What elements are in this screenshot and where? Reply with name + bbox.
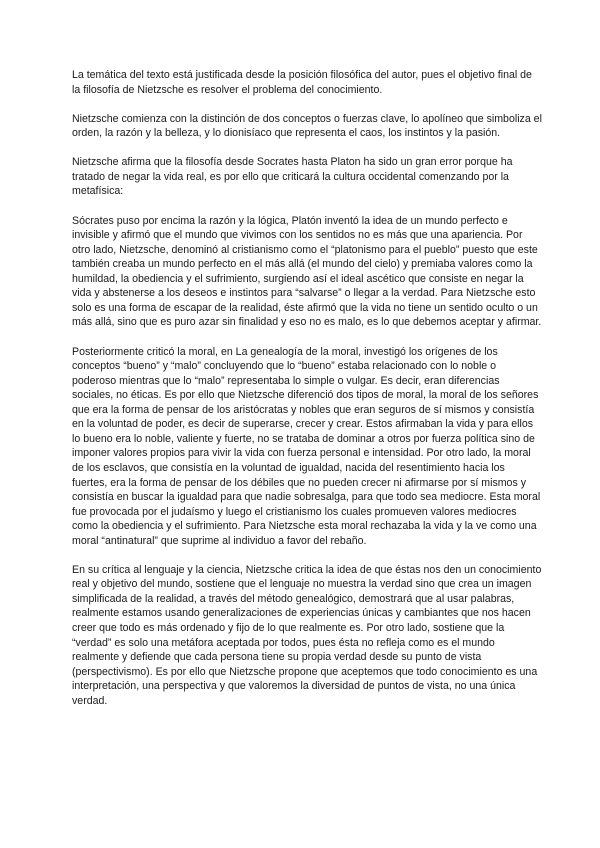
document-page — [72, 68, 542, 723]
paragraph-critica-filosofia: Nietzsche afirma que la filosofía desde Socrates hasta Platon ha sido un gran error porque ha tratado de negar la vida real, es por ello que criticará la cultura occidental comenzando por la metafísica: — [72, 156, 513, 198]
paragraph-metafisica: Sócrates puso por encima la razón y la lógica, Platón inventó la idea de un mundo perfecto e invisible y afirmó que el mundo que vivimos con los sentidos no es más que una apariencia. Por otro lado, Nietzsche, denominó al cristianismo como el “platonismo para el pueblo” puesto que este también creaba un mundo perfecto en el más allá (el mundo del cielo) y premiaba valores como la humildad, la obediencia y el sufrimiento, surgiendo así el ideal ascético que consiste en negar la vida y abstenerse a los deseos e instintos para “salvarse” o llegar a la verdad. Para Nietzsche esto solo es una forma de escapar de la realidad, éste afirmó que la vida no tiene un sentido oculto o un más allá, sino que es puro azar sin finalidad y eso no es malo, es lo que debemos aceptar y afirmar. — [72, 214, 542, 329]
paragraph-lenguaje-ciencia: En su crítica al lenguaje y la ciencia, Nietzsche critica la idea de que éstas nos den un conocimiento real y objetivo del mundo, sostiene que el lenguaje no muestra la verdad sino que crea un imagen simplificada de la realidad, a través del método genealógico, demostrará que al usar palabras, realmente estamos usando generalizaciones de experiencias únicas y cambiantes que nos hacen creer que todo es más ordenado y fijo de lo que realmente es. Por otro lado, sostiene que la “verdad” es solo una metáfora aceptada por todos, pues ésta no refleja como es el mundo realmente y defiende que cada persona tiene su propia verdad desde su punto de vista (perspectivismo). Es por ello que Nietzsche propone que aceptemos que todo conocimiento es una interpretación, una perspectiva y que valoremos la diversidad de puntos de vista, no una única verdad. — [72, 563, 542, 707]
paragraph-apolineo-dionisiaco: Nietzsche comienza con la distinción de dos conceptos o fuerzas clave, lo apolíneo que simboliza el orden, la razón y la belleza, y lo dionisíaco que representa el caos, los instintos y la pasión. — [72, 112, 542, 140]
paragraph-moral: Posteriormente criticó la moral, en La genealogía de la moral, investigó los orígenes de los conceptos “bueno” y “malo” concluyendo que lo “bueno” estaba relacionado con lo noble o poderoso mientras que lo “malo” representaba lo simple o vulgar. Es decir, eran diferencias sociales, no éticas. Es por ello que Nietzsche diferenció dos tipos de moral, la moral de los señores que era la forma de pensar de los aristócratas y nobles que eran seguros de sí mismos y consistía en la voluntad de poder, es decir de superarse, crecer y crear. Estos afirmaban la vida y para ellos lo bueno era lo noble, valiente y fuerte, no se trataba de dominar a otros por fuerza política sino de imponer valores propios para vivir la vida con fuerza personal e intensidad. Por otro lado, la moral de los esclavos, que consistía en la voluntad de igualdad, nacida del resentimiento hacia los fuertes, era la forma de pensar de los débiles que no pueden crecer ni afirmarse por sí mismos y consistía en buscar la igualdad para que nadie sobresalga, para que todo sea mediocre. Esta moral fue provocada por el judaísmo y luego el cristianismo los cuales promueven valores mediocres como la obediencia y el sufrimiento. Para Nietzsche esta moral rechazaba la vida y la ve como una moral “antinatural” que suprime al individuo a favor del rebaño. — [72, 345, 541, 547]
paragraph-intro: La temática del texto está justificada desde la posición filosófica del autor, pues el objetivo final de la filosofía de Nietzsche es resolver el problema del conocimiento. — [72, 69, 532, 96]
